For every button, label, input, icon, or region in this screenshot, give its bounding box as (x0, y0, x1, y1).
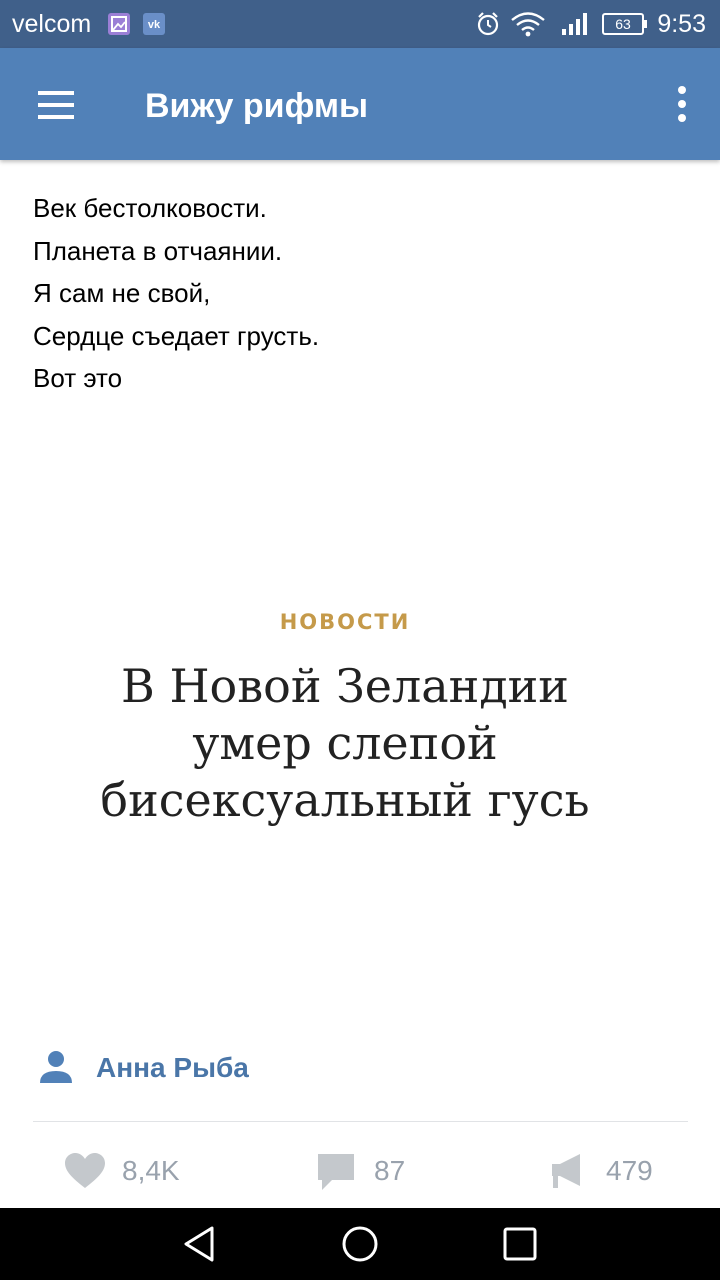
hamburger-menu-icon[interactable] (24, 78, 88, 132)
gallery-icon (108, 13, 130, 35)
post-text-line: Вот это (33, 363, 123, 393)
post-text-line: Я сам не свой, (33, 278, 211, 308)
wifi-icon (508, 11, 548, 42)
post-text-line: Сердце съедает грусть. (33, 320, 320, 351)
divider (33, 1121, 688, 1122)
news-headline (96, 658, 594, 829)
page-title: Вижу рифмы (145, 87, 369, 125)
megaphone-icon (550, 1152, 586, 1190)
app-bar (0, 48, 720, 160)
signal-icon (560, 11, 592, 42)
more-vertical-icon[interactable] (670, 84, 694, 124)
news-headline-line: умер слепой (192, 716, 498, 770)
comments-count: 87 (374, 1155, 406, 1186)
clock-time: 9:53 (657, 10, 706, 38)
news-label: НОВОСТИ (279, 610, 411, 634)
post-image[interactable] (96, 590, 594, 840)
system-nav-bar (0, 1208, 720, 1280)
carrier-name: velcom (12, 10, 92, 38)
likes-count: 8,4K (122, 1155, 180, 1186)
battery-indicator: 63 (602, 13, 644, 35)
heart-icon (64, 1152, 106, 1190)
news-headline-line: В Новой Зеландии (121, 659, 569, 713)
home-icon[interactable] (340, 1224, 380, 1264)
back-icon[interactable] (180, 1224, 220, 1264)
post-text-line: Век бестолковости. (33, 193, 267, 223)
user-icon (38, 1049, 74, 1085)
alarm-icon (475, 11, 501, 42)
svg-text:vk: vk (147, 19, 161, 31)
vk-icon (143, 13, 165, 35)
post-text (33, 187, 683, 400)
post-text-line: Планета в отчаянии. (33, 235, 283, 266)
comment-icon (316, 1152, 356, 1192)
news-headline-line: бисексуальный гусь (100, 773, 590, 827)
reposts-count: 479 (606, 1155, 653, 1186)
author-name[interactable]: Анна Рыба (96, 1052, 249, 1083)
recent-apps-icon[interactable] (500, 1224, 540, 1264)
status-bar (0, 0, 720, 48)
